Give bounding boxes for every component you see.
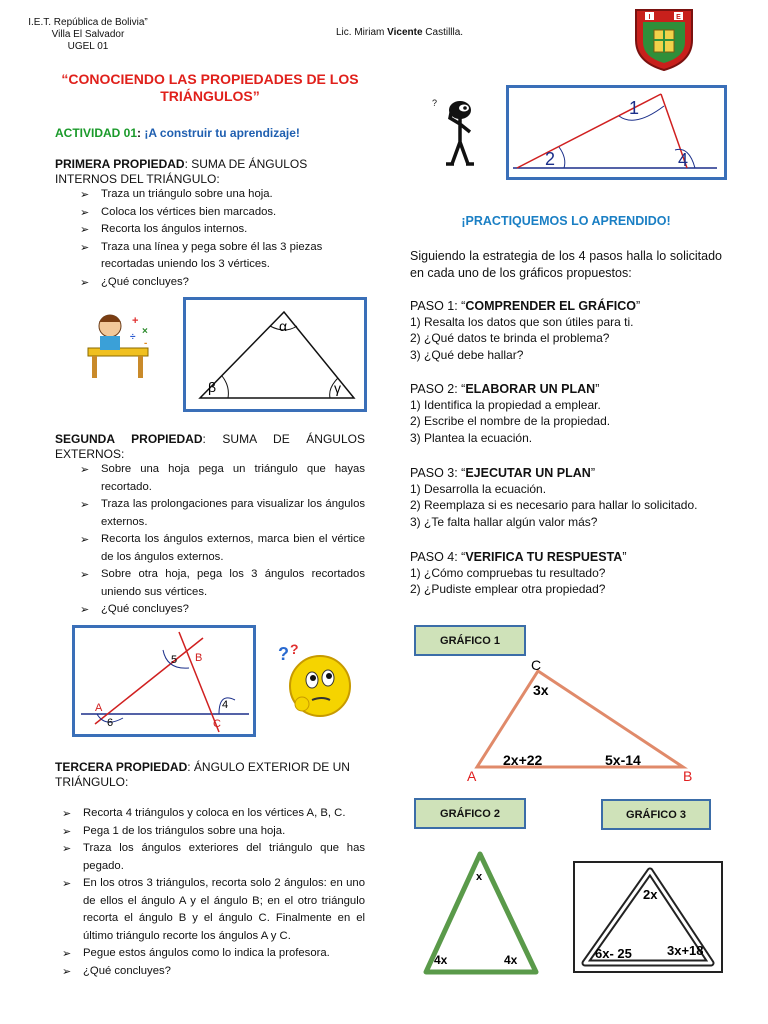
school-info (18, 17, 158, 53)
angles-124-figure (506, 85, 727, 180)
thinker-clipart (430, 94, 486, 168)
list-item: ➢ Pega 1 de los triángulos sobre una hoja. (62, 823, 365, 841)
svg-text:3x+18: 3x+18 (667, 943, 704, 958)
svg-text:I: I (648, 14, 651, 21)
grafico-2-label: GRÁFICO 2 (414, 798, 526, 829)
prop1-heading: PRIMERA PROPIEDAD: SUMA DE ÁNGULOS INTERNOS DEL TRIÁNGULO: (55, 157, 308, 186)
list-item: ➢ Pegue estos ángulos como lo indica la profesora. (62, 945, 365, 963)
svg-text:4x: 4x (434, 953, 448, 967)
list-item: ➢ ¿Qué concluyes? (62, 963, 365, 981)
svg-text:?: ? (432, 98, 438, 108)
svg-text:1: 1 (629, 98, 640, 118)
student-clipart (80, 308, 158, 380)
list-item: ➢ Sobre otra hoja, pega los 3 ángulos recortados uniendo sus vértices. (80, 566, 365, 601)
list-item: ➢ Coloca los vértices bien marcados. (80, 204, 365, 222)
svg-text:6x- 25: 6x- 25 (595, 946, 632, 961)
activity-heading: ACTIVIDAD 01: ¡A construir tu aprendizaje! (55, 126, 300, 140)
list-item: ➢ Recorta los ángulos externos, marca bien el vértice de los ángulos externos. (80, 531, 365, 566)
practice-intro: Siguiendo la estrategia de los 4 pasos halla lo solicitado en cada uno de los gráficos propuestos: (410, 249, 722, 280)
svg-text:C: C (213, 718, 221, 730)
list-item: ➢ Traza las prolongaciones para visualizar los ángulos externos. (80, 496, 365, 531)
svg-text:3x: 3x (533, 682, 549, 698)
list-item: ➢ En los otros 3 triángulos, recorta solo 2 ángulos: en uno de ellos el ángulo A y el ángulo B; en el otro triángulo recorta el ángulo B y el ángulo C. Finalmente en el último triángulo recorte los ángulos A y C. (62, 875, 365, 945)
svg-text:5: 5 (171, 654, 178, 666)
list-item: ➢ Traza los ángulos exteriores del triángulo que has pegado. (62, 840, 365, 875)
svg-text:?: ? (278, 644, 289, 664)
step-1: PASO 1: “COMPRENDER EL GRÁFICO” 1) Resalta los datos que son útiles para ti. 2) ¿Qué datos te brinda el problema? 3) ¿Qué debe hallar? (410, 299, 641, 362)
prop3-heading: TERCERA PROPIEDAD: ÁNGULO EXTERIOR DE UN TRIÁNGULO: (55, 760, 350, 789)
svg-text:A: A (95, 702, 103, 714)
teacher-name: Lic. Miriam Vicente Castillla. (336, 27, 464, 38)
grafico-3-label: GRÁFICO 3 (601, 799, 711, 830)
svg-text:B: B (195, 652, 203, 664)
svg-text:A: A (467, 768, 477, 784)
prop2-heading: SEGUNDA PROPIEDAD: SUMA DE ÁNGULOS EXTERNOS: (55, 432, 365, 461)
svg-text:2x+22: 2x+22 (503, 752, 543, 768)
svg-text:x: x (476, 871, 483, 883)
alpha-label: α (279, 318, 288, 334)
svg-text:5x-14: 5x-14 (605, 752, 641, 768)
list-item: ➢ ¿Qué concluyes? (80, 274, 365, 292)
grafico-1-label: GRÁFICO 1 (414, 625, 526, 656)
svg-text:2: 2 (545, 149, 556, 169)
school-name: I.E.T. República de Bolivia” (28, 17, 148, 28)
svg-text:B: B (683, 768, 693, 784)
list-item: ➢ Recorta 4 triángulos y coloca en los vértices A, B, C. (62, 805, 365, 823)
step-2: PASO 2: “ELABORAR UN PLAN” 1) Identifica la propiedad a emplear. 2) Escribe el nombre de la propiedad. 3) Plantea la ecuación. (410, 382, 611, 445)
grafico-3-figure (573, 861, 723, 973)
svg-text:E: E (676, 14, 681, 21)
exterior-angles-figure (72, 625, 256, 737)
interior-angles-figure (183, 297, 367, 412)
list-item: ➢ ¿Qué concluyes? (80, 601, 365, 619)
page-title: “CONOCIENDO LAS PROPIEDADES DE LOS TRIÁNGULOS” (61, 71, 359, 104)
svg-text:4: 4 (678, 150, 689, 170)
grafico-2-figure (418, 848, 544, 978)
list-item: ➢ Sobre una hoja pega un triángulo que hayas recortado. (80, 461, 365, 496)
prop2-list (80, 461, 365, 619)
thinking-emoji (272, 638, 356, 722)
school-logo (632, 6, 696, 72)
svg-text:2x: 2x (643, 887, 658, 902)
svg-text:4: 4 (222, 699, 229, 711)
list-item: ➢ Traza una línea y pega sobre él las 3 piezas recortadas uniendo los 3 vértices. (80, 239, 365, 274)
step-3: PASO 3: “EJECUTAR UN PLAN” 1) Desarrolla la ecuación. 2) Reemplaza si es necesario para hallar lo solicitado. 3) ¿Te falta hallar algún valor más? (410, 466, 698, 529)
svg-text:-: - (144, 338, 148, 349)
svg-text:6: 6 (107, 717, 114, 729)
svg-text:÷: ÷ (130, 332, 136, 343)
school-ugel: UGEL 01 (67, 41, 109, 52)
practice-title: ¡PRACTIQUEMOS LO APRENDIDO! (461, 214, 671, 228)
prop3-list (62, 805, 365, 980)
svg-text:×: × (142, 326, 148, 337)
prop1-list (80, 186, 365, 291)
grafico-1-figure (455, 655, 705, 785)
svg-text:+: + (132, 315, 139, 327)
beta-label: β (208, 379, 217, 395)
list-item: ➢ Traza un triángulo sobre una hoja. (80, 186, 365, 204)
step-4: PASO 4: “VERIFICA TU RESPUESTA” 1) ¿Cómo compruebas tu resultado? 2) ¿Pudiste emplear otra propiedad? (410, 550, 627, 597)
svg-text:4x: 4x (504, 953, 518, 967)
gamma-label: γ (334, 380, 341, 396)
svg-text:?: ? (290, 641, 299, 657)
school-district: Villa El Salvador (51, 29, 125, 40)
svg-text:C: C (531, 657, 542, 673)
list-item: ➢ Recorta los ángulos internos. (80, 221, 365, 239)
